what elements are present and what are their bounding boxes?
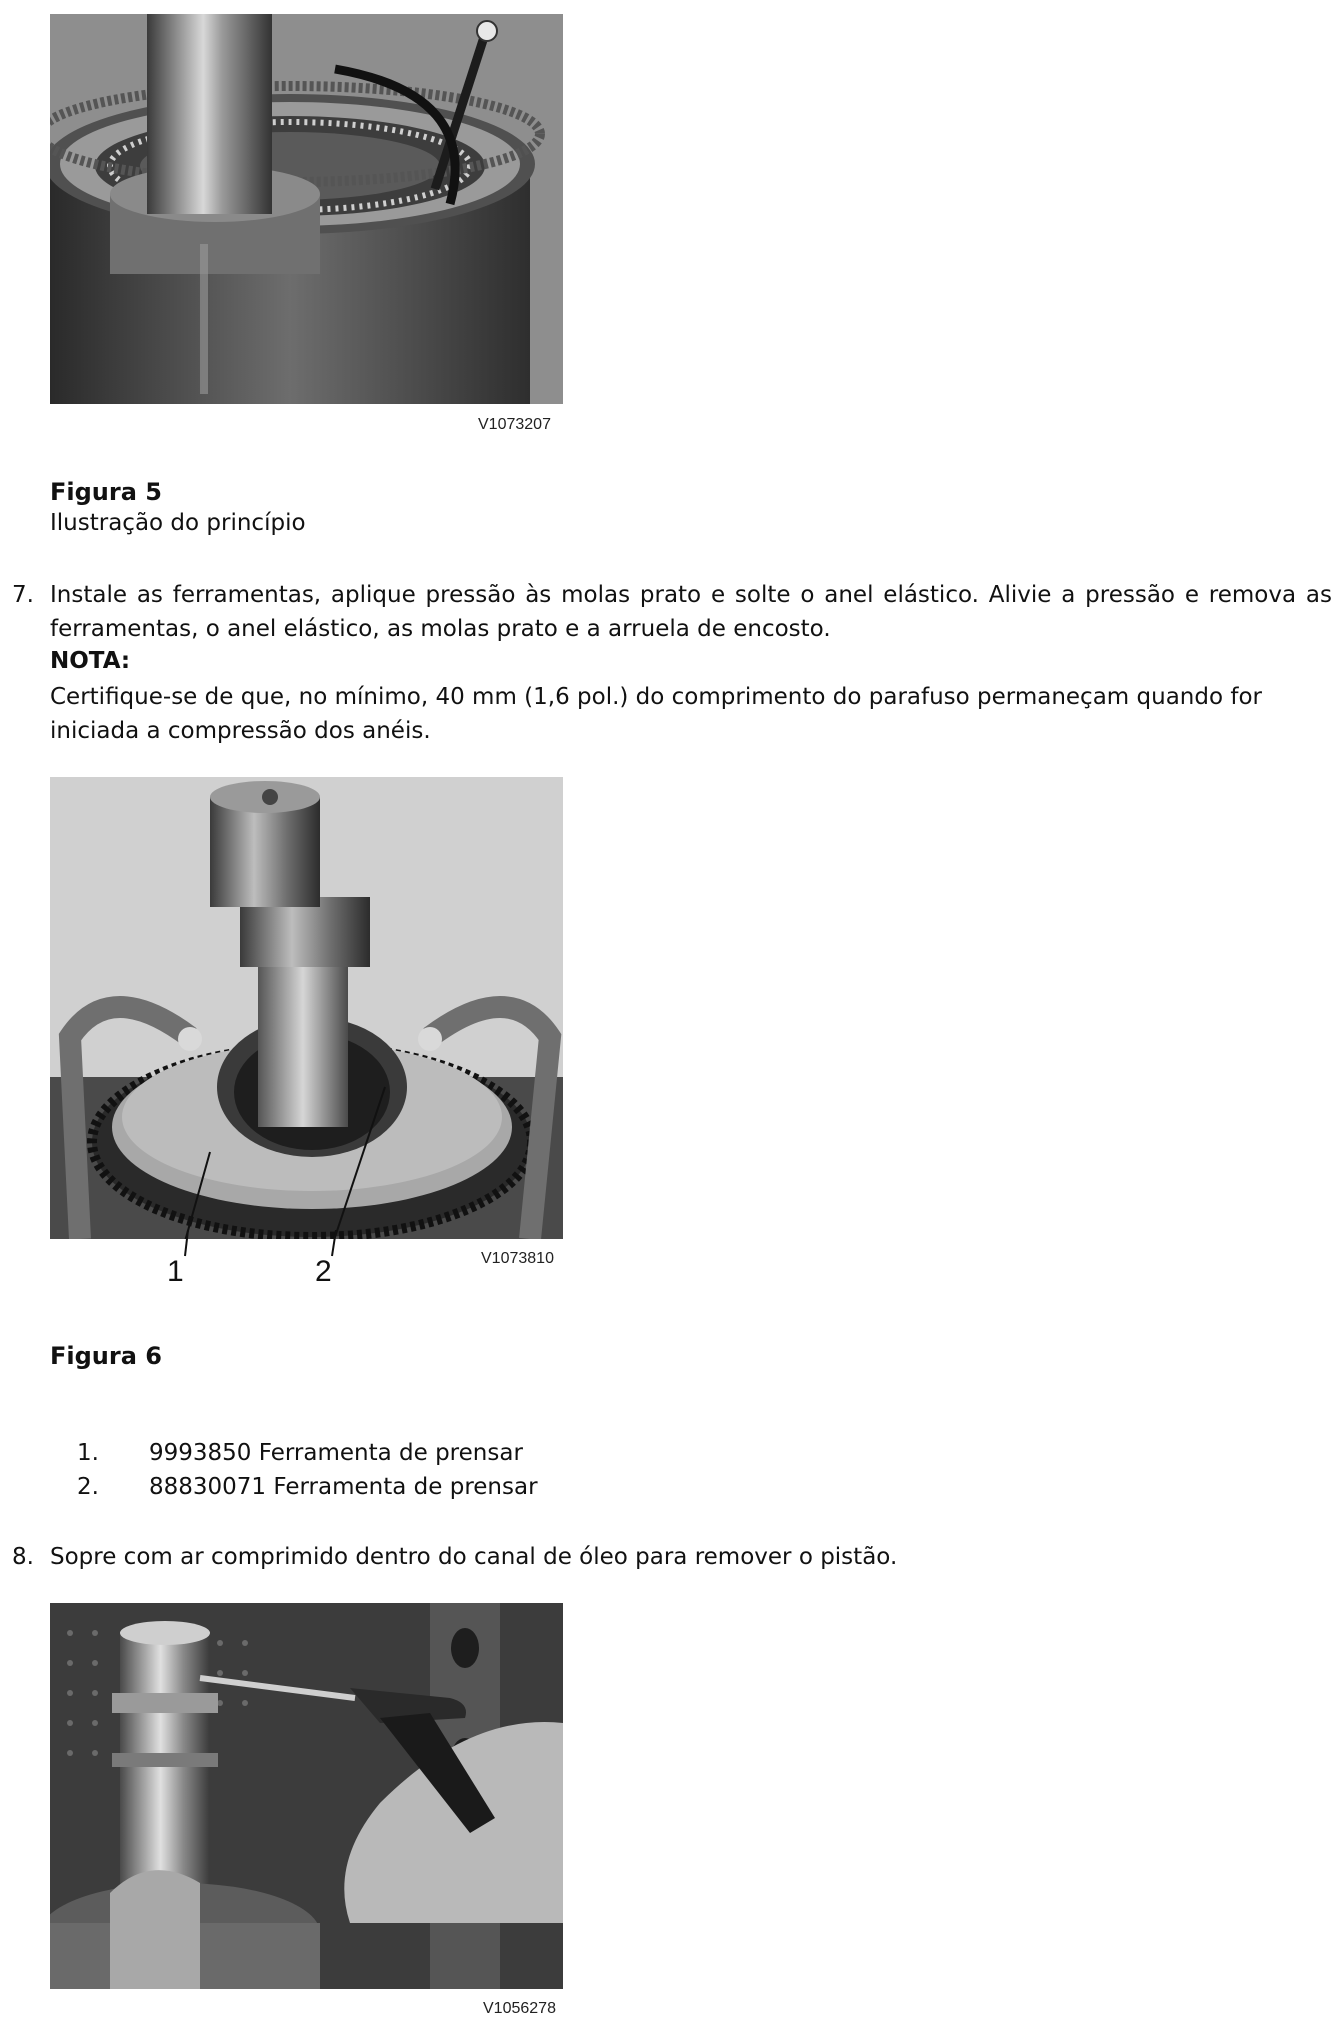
figure-7-image-code: V1056278 bbox=[483, 2000, 556, 2017]
legend-item-2-number: 2. bbox=[77, 1474, 99, 1500]
figure-5-caption: Ilustração do princípio bbox=[50, 510, 306, 536]
step-8-text: Sopre com ar comprimido dentro do canal de óleo para remover o pistão. bbox=[50, 1544, 898, 1570]
figure-5-photo bbox=[50, 14, 563, 404]
figure-6-photo bbox=[50, 777, 563, 1239]
legend-item-2-text: 88830071 Ferramenta de prensar bbox=[149, 1474, 538, 1500]
figure-6-title: Figura 6 bbox=[50, 1342, 162, 1370]
figure-6-image-code: V1073810 bbox=[481, 1250, 554, 1267]
callout-2: 2 bbox=[315, 1255, 332, 1288]
legend-item-1-number: 1. bbox=[77, 1440, 99, 1466]
step-7 bbox=[12, 578, 1332, 646]
step-7-text: Instale as ferramentas, aplique pressão às molas prato e solte o anel elástico. Alivie a pressão e remova as ferramentas, o anel elástico, as molas prato e a arruela de encosto. bbox=[50, 582, 1332, 642]
figure-7-photo bbox=[50, 1603, 563, 1989]
figure-5-title: Figura 5 bbox=[50, 478, 162, 506]
step-8 bbox=[12, 1540, 1332, 1574]
step-7-number: 7. bbox=[12, 582, 34, 608]
callout-1: 1 bbox=[167, 1255, 184, 1288]
legend-item-1-text: 9993850 Ferramenta de prensar bbox=[149, 1440, 523, 1466]
figure-6-illustration bbox=[50, 777, 563, 1239]
figure-5-illustration bbox=[50, 14, 563, 404]
step-8-number: 8. bbox=[12, 1544, 34, 1570]
figure-7-illustration bbox=[50, 1603, 563, 1989]
note-title: NOTA: bbox=[50, 648, 131, 674]
figure-5-image-code: V1073207 bbox=[478, 416, 551, 433]
note-text: Certifique-se de que, no mínimo, 40 mm (1,6 pol.) do comprimento do parafuso permaneçam quando for iniciada a compressão dos anéis. bbox=[50, 684, 1262, 744]
